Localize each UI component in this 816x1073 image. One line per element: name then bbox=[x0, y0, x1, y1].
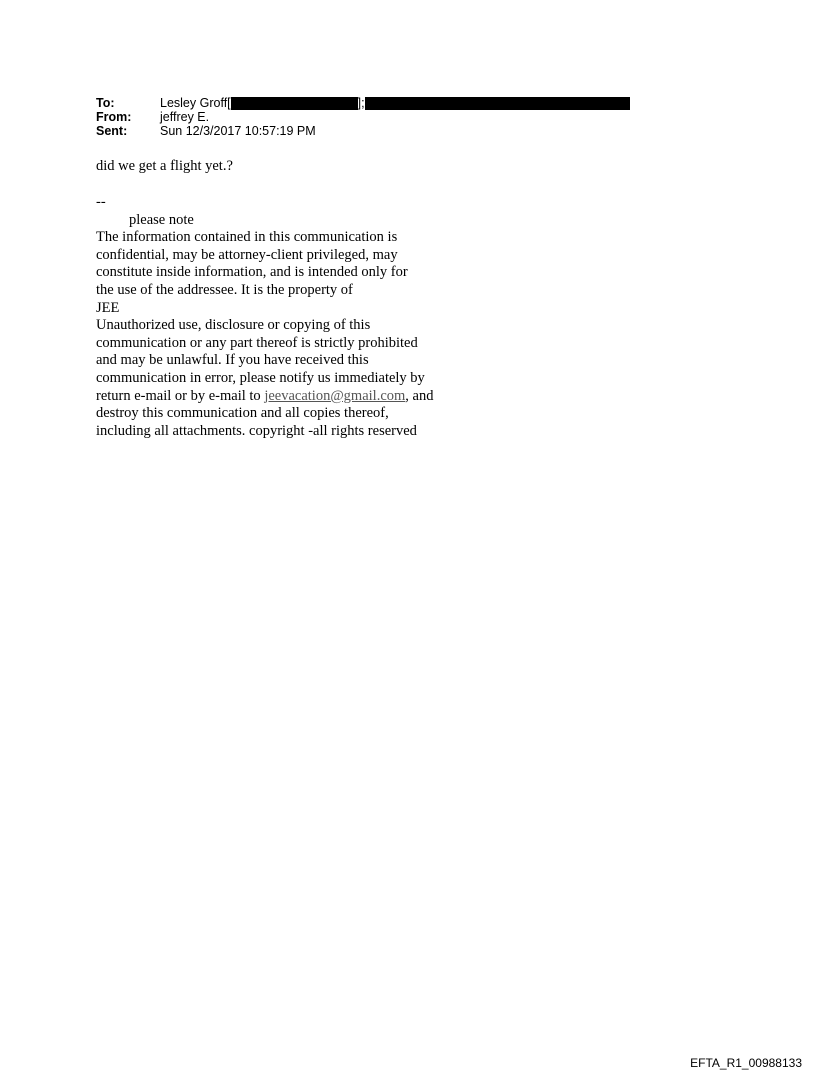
sent-label: Sent: bbox=[96, 124, 128, 138]
to-label: To: bbox=[96, 96, 115, 110]
signature-block bbox=[96, 194, 433, 440]
return-prefix: return e-mail or by e-mail to bbox=[96, 387, 265, 404]
to-row bbox=[96, 96, 630, 110]
email-link[interactable]: jeevacation@gmail.com bbox=[264, 387, 406, 404]
disclaimer-line: Unauthorized use, disclosure or copying of this bbox=[96, 317, 371, 334]
to-open-bracket: [ bbox=[227, 96, 231, 110]
note-title: please note bbox=[129, 211, 194, 228]
disclaimer-line: the use of the addressee. It is the property of bbox=[96, 281, 353, 298]
disclaimer-line: destroy this communication and all copies thereof, bbox=[96, 405, 389, 422]
disclaimer-line: confidential, may be attorney-client privileged, may bbox=[96, 246, 398, 263]
to-name: Lesley Groff bbox=[160, 96, 228, 110]
sent-row bbox=[96, 124, 630, 138]
sent-value: Sun 12/3/2017 10:57:19 PM bbox=[160, 124, 316, 138]
return-suffix: , and bbox=[405, 387, 434, 404]
disclaimer-line: communication in error, please notify us immediately by bbox=[96, 369, 425, 386]
disclaimer-line: communication or any part thereof is strictly prohibited bbox=[96, 334, 418, 351]
disclaimer-line: The information contained in this communication is bbox=[96, 229, 398, 246]
from-row bbox=[96, 110, 630, 124]
email-header bbox=[96, 96, 630, 138]
disclaimer-line-with-link bbox=[96, 388, 433, 406]
redaction-box bbox=[231, 97, 358, 110]
disclaimer-line: and may be unlawful. If you have received this bbox=[96, 352, 369, 369]
from-label: From: bbox=[96, 110, 132, 124]
message-body: did we get a flight yet.? bbox=[96, 158, 233, 174]
redaction-box bbox=[365, 97, 630, 110]
disclaimer-line: including all attachments. copyright -all rights reserved bbox=[96, 422, 417, 439]
signature-separator: -- bbox=[96, 194, 106, 210]
from-value: jeffrey E. bbox=[160, 110, 210, 124]
to-close-bracket: ]; bbox=[357, 96, 365, 110]
document-id: EFTA_R1_00988133 bbox=[690, 1056, 802, 1070]
disclaimer-line: JEE bbox=[96, 299, 120, 316]
disclaimer-line: constitute inside information, and is intended only for bbox=[96, 264, 408, 281]
